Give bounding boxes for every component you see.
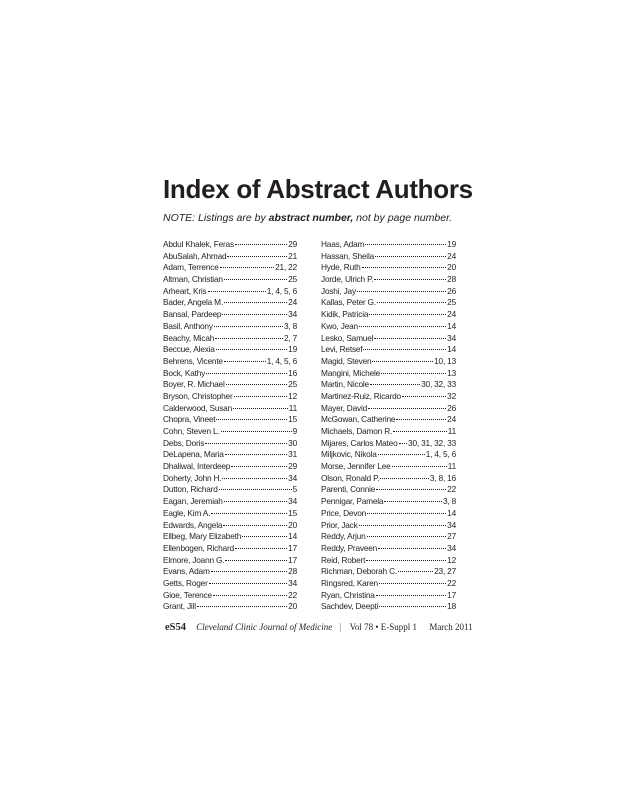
issue-date: March 2011 xyxy=(429,622,473,632)
dot-leader xyxy=(357,290,446,292)
abstract-numbers: 14 xyxy=(447,320,456,331)
abstract-numbers: 17 xyxy=(447,589,456,600)
dot-leader xyxy=(381,372,446,374)
index-entry xyxy=(163,368,297,380)
dot-leader xyxy=(399,442,408,444)
index-entry xyxy=(321,251,456,263)
abstract-numbers: 28 xyxy=(288,566,297,577)
index-entry xyxy=(163,321,297,333)
page-number: eS54 xyxy=(165,622,186,633)
author-name: Gioe, Terence xyxy=(163,589,212,600)
dot-leader xyxy=(208,290,266,292)
index-entry xyxy=(163,601,297,613)
index-entry xyxy=(321,566,456,578)
author-name: DeLapena, Maria xyxy=(163,449,224,460)
author-name: Cohn, Steven L. xyxy=(163,426,220,436)
author-name: Eagle, Kim A. xyxy=(163,507,211,518)
index-entry xyxy=(321,496,456,508)
dot-leader xyxy=(376,594,446,596)
abstract-numbers: 20 xyxy=(288,601,297,612)
index-entry xyxy=(321,391,456,403)
index-entry xyxy=(163,496,297,508)
author-name: Levi, Retsef xyxy=(321,344,363,355)
index-entry xyxy=(163,461,297,473)
author-name: Bock, Kathy xyxy=(163,367,206,378)
footer-divider xyxy=(340,623,341,632)
abstract-numbers: 34 xyxy=(288,309,297,320)
dot-leader xyxy=(402,395,446,397)
dot-leader xyxy=(234,395,288,397)
author-name: Calderwood, Susan xyxy=(163,402,233,413)
index-entry xyxy=(163,297,297,309)
note-suffix: not by page number. xyxy=(353,212,453,224)
abstract-numbers: 30, 32, 33 xyxy=(421,379,456,390)
dot-leader xyxy=(231,465,287,467)
dot-leader xyxy=(378,547,446,549)
index-entry xyxy=(321,274,456,286)
author-name: Hyde, Ruth xyxy=(321,262,361,273)
dot-leader xyxy=(362,266,447,268)
index-entry xyxy=(321,414,456,426)
index-entry xyxy=(321,555,456,567)
abstract-numbers: 24 xyxy=(447,250,456,261)
abstract-numbers: 24 xyxy=(288,297,297,308)
author-name: Beccue, Alexia xyxy=(163,344,215,355)
abstract-numbers: 34 xyxy=(447,332,456,343)
author-name: Elmore, Joann G. xyxy=(163,554,225,565)
index-entry xyxy=(163,391,297,403)
author-name: Lesko, Samuel xyxy=(321,332,374,343)
abstract-numbers: 17 xyxy=(288,542,297,553)
index-entry xyxy=(321,309,456,321)
abstract-numbers: 20 xyxy=(288,519,297,530)
index-entry xyxy=(321,484,456,496)
author-name: AbuSalah, Ahmad xyxy=(163,250,227,261)
author-name: Getts, Roger xyxy=(163,577,208,588)
author-name: Dutton, Richard xyxy=(163,484,218,495)
dot-leader xyxy=(225,453,288,455)
abstract-numbers: 20 xyxy=(447,262,456,273)
dot-leader xyxy=(392,465,447,467)
abstract-numbers: 15 xyxy=(288,414,297,425)
note-emphasis: abstract number, xyxy=(268,212,354,224)
index-entry xyxy=(163,520,297,532)
dot-leader xyxy=(375,255,446,257)
index-entry xyxy=(163,274,297,286)
dot-leader xyxy=(216,348,288,350)
abstract-numbers: 27 xyxy=(447,531,456,542)
index-entry xyxy=(163,555,297,567)
index-entry xyxy=(163,438,297,450)
author-name: Ringsred, Karen xyxy=(321,577,378,588)
author-name: Altman, Christian xyxy=(163,274,223,285)
index-entry xyxy=(321,344,456,356)
index-entry xyxy=(163,251,297,263)
dot-leader xyxy=(393,430,447,432)
index-entry xyxy=(163,473,297,485)
dot-leader xyxy=(224,500,287,502)
index-entry xyxy=(321,543,456,555)
index-entry xyxy=(321,508,456,520)
dot-leader xyxy=(233,407,288,409)
dot-leader xyxy=(359,524,447,526)
abstract-numbers: 5 xyxy=(292,484,297,495)
abstract-numbers: 3, 8 xyxy=(442,496,456,507)
index-entry xyxy=(163,239,297,251)
abstract-numbers: 34 xyxy=(447,519,456,530)
author-name: Kallas, Peter G. xyxy=(321,297,376,308)
dot-leader xyxy=(398,570,433,572)
abstract-numbers: 14 xyxy=(447,507,456,518)
author-name: Edwards, Angela xyxy=(163,519,223,530)
dot-leader xyxy=(363,348,446,350)
abstract-numbers: 14 xyxy=(447,344,456,355)
dot-leader xyxy=(224,278,287,280)
author-name: Prior, Jack xyxy=(321,519,358,530)
author-name: Sachdev, Deepti xyxy=(321,601,379,612)
index-entry xyxy=(321,531,456,543)
author-name: Martin, Nicole xyxy=(321,379,369,390)
abstract-numbers: 11 xyxy=(447,461,456,472)
index-entry xyxy=(163,356,297,368)
author-name: Morse, Jennifer Lee xyxy=(321,461,391,472)
dot-leader xyxy=(209,582,288,584)
page-footer xyxy=(165,622,473,633)
author-name: Parenti, Connie xyxy=(321,484,376,495)
author-index-right-column xyxy=(321,239,456,613)
author-name: Bansal, Pardeep xyxy=(163,309,222,320)
author-name: Abdul Khalek, Feras xyxy=(163,239,234,249)
author-name: Olson, Ronald P. xyxy=(321,472,380,483)
dot-leader xyxy=(213,594,287,596)
abstract-numbers: 19 xyxy=(447,239,456,249)
abstract-numbers: 1, 4, 5, 6 xyxy=(266,355,297,366)
author-name: Ellenbogen, Richard xyxy=(163,542,234,553)
abstract-numbers: 29 xyxy=(288,239,297,249)
index-entry xyxy=(321,239,456,251)
abstract-numbers: 22 xyxy=(288,589,297,600)
abstract-numbers: 17 xyxy=(288,554,297,565)
abstract-numbers: 26 xyxy=(447,402,456,413)
abstract-numbers: 22 xyxy=(447,577,456,588)
index-entry xyxy=(163,543,297,555)
abstract-numbers: 21, 22 xyxy=(275,262,297,273)
dot-leader xyxy=(224,360,266,362)
author-name: Bader, Angela M. xyxy=(163,297,223,308)
abstract-numbers: 25 xyxy=(288,379,297,390)
index-entry xyxy=(321,297,456,309)
dot-leader xyxy=(216,418,287,420)
author-name: Hassan, Sheila xyxy=(321,250,375,261)
dot-leader xyxy=(396,418,446,420)
author-name: Kwo, Jean xyxy=(321,320,358,331)
abstract-numbers: 18 xyxy=(447,601,456,612)
index-entry xyxy=(163,333,297,345)
dot-leader xyxy=(367,512,446,514)
index-entry xyxy=(163,414,297,426)
author-name: Evans, Adam xyxy=(163,566,210,577)
author-name: Joshi, Jay xyxy=(321,285,356,296)
abstract-numbers: 3, 8, 16 xyxy=(429,472,456,483)
dot-leader xyxy=(197,605,287,607)
author-name: Bryson, Christopher xyxy=(163,390,233,401)
dot-leader xyxy=(235,243,287,245)
dot-leader xyxy=(235,547,287,549)
index-entry xyxy=(163,566,297,578)
index-entry xyxy=(163,484,297,496)
dot-leader xyxy=(225,559,287,561)
author-name: Pennigar, Pamela xyxy=(321,496,384,507)
index-entry xyxy=(163,531,297,543)
dot-leader xyxy=(370,383,420,385)
author-name: Magid, Steven xyxy=(321,355,372,366)
abstract-numbers: 26 xyxy=(447,285,456,296)
author-name: Behrens, Vicente xyxy=(163,355,223,366)
index-entry xyxy=(321,601,456,613)
index-entry xyxy=(321,403,456,415)
dot-leader xyxy=(222,313,287,315)
author-name: Debs, Doris xyxy=(163,437,205,448)
index-entry xyxy=(163,578,297,590)
index-entry xyxy=(163,379,297,391)
abstract-numbers: 25 xyxy=(288,274,297,285)
dot-leader xyxy=(226,383,288,385)
author-name: Reddy, Arjun xyxy=(321,531,366,542)
abstract-numbers: 24 xyxy=(447,414,456,425)
dot-leader xyxy=(379,605,446,607)
dot-leader xyxy=(359,325,446,327)
dot-leader xyxy=(224,301,287,303)
dot-leader xyxy=(222,477,287,479)
index-entry xyxy=(321,438,456,450)
dot-leader xyxy=(384,500,442,502)
abstract-numbers: 10, 13 xyxy=(434,355,456,366)
author-name: Doherty, John H. xyxy=(163,472,222,483)
dot-leader xyxy=(206,372,287,374)
author-name: Reddy, Praveen xyxy=(321,542,378,553)
dot-leader xyxy=(219,488,292,490)
dot-leader xyxy=(227,255,287,257)
abstract-numbers: 24 xyxy=(447,309,456,320)
author-name: Miljkovic, Nikola xyxy=(321,449,377,460)
dot-leader xyxy=(377,301,446,303)
abstract-numbers: 16 xyxy=(288,367,297,378)
author-name: McGowan, Catherine xyxy=(321,414,396,425)
author-name: Mayer, David xyxy=(321,402,368,413)
index-entry xyxy=(321,461,456,473)
dot-leader xyxy=(374,278,446,280)
author-name: Basil, Anthony xyxy=(163,320,213,331)
dot-leader xyxy=(220,266,275,268)
index-entry xyxy=(321,333,456,345)
index-entry xyxy=(321,321,456,333)
abstract-numbers: 30 xyxy=(288,437,297,448)
journal-name: Cleveland Clinic Journal of Medicine xyxy=(196,622,333,632)
abstract-numbers: 11 xyxy=(447,426,456,436)
abstract-numbers: 28 xyxy=(447,274,456,285)
dot-leader xyxy=(365,243,446,245)
abstract-numbers: 25 xyxy=(447,297,456,308)
index-entry xyxy=(321,356,456,368)
author-index-left-column xyxy=(163,239,297,613)
index-entry xyxy=(321,262,456,274)
index-entry xyxy=(163,590,297,602)
author-name: Richman, Deborah C. xyxy=(321,566,397,577)
index-entry xyxy=(163,309,297,321)
dot-leader xyxy=(205,442,287,444)
dot-leader xyxy=(376,488,446,490)
dot-leader xyxy=(374,337,446,339)
abstract-numbers: 13 xyxy=(447,367,456,378)
index-entry xyxy=(163,262,297,274)
author-name: Kidik, Patricia xyxy=(321,309,369,320)
abstract-numbers: 34 xyxy=(288,496,297,507)
author-name: Boyer, R. Michael xyxy=(163,379,225,390)
author-name: Eagan, Jeremiah xyxy=(163,496,223,507)
author-name: Grant, Jill xyxy=(163,601,196,612)
dot-leader xyxy=(242,535,287,537)
index-entry xyxy=(321,426,456,438)
abstract-numbers: 12 xyxy=(288,390,297,401)
author-name: Mangini, Michele xyxy=(321,367,381,378)
index-entry xyxy=(163,449,297,461)
author-name: Michaels, Damon R. xyxy=(321,426,393,436)
author-name: Ellbeg, Mary Elizabeth xyxy=(163,531,242,542)
abstract-numbers: 34 xyxy=(288,577,297,588)
abstract-numbers: 9 xyxy=(292,426,297,436)
author-name: Dhaliwal, Interdeep xyxy=(163,461,231,472)
dot-leader xyxy=(368,407,446,409)
index-entry xyxy=(321,520,456,532)
dot-leader xyxy=(380,477,428,479)
listing-note xyxy=(163,212,452,224)
dot-leader xyxy=(372,360,433,362)
author-name: Arheart, Kris xyxy=(163,285,207,296)
abstract-numbers: 3, 8 xyxy=(283,320,297,331)
abstract-numbers: 34 xyxy=(288,472,297,483)
dot-leader xyxy=(211,570,287,572)
abstract-numbers: 30, 31, 32, 33 xyxy=(408,437,456,448)
abstract-numbers: 32 xyxy=(447,390,456,401)
abstract-numbers: 15 xyxy=(288,507,297,518)
index-entry xyxy=(321,379,456,391)
author-name: Jorde, Ulrich P. xyxy=(321,274,374,285)
volume-info: Vol 78 • E-Suppl 1 xyxy=(349,622,418,632)
dot-leader xyxy=(211,512,287,514)
index-entry xyxy=(321,368,456,380)
author-name: Price, Devon xyxy=(321,507,367,518)
page-title: Index of Abstract Authors xyxy=(163,174,473,204)
dot-leader xyxy=(379,582,446,584)
index-entry xyxy=(163,344,297,356)
index-entry xyxy=(321,449,456,461)
dot-leader xyxy=(214,325,283,327)
abstract-numbers: 1, 4, 5, 6 xyxy=(425,449,456,460)
dot-leader xyxy=(369,313,446,315)
author-name: Reid, Robert xyxy=(321,554,366,565)
abstract-numbers: 11 xyxy=(288,402,297,413)
dot-leader xyxy=(378,453,425,455)
abstract-numbers: 21 xyxy=(288,250,297,261)
author-name: Adam, Terrence xyxy=(163,262,219,273)
abstract-numbers: 2, 7 xyxy=(283,332,297,343)
dot-leader xyxy=(215,337,283,339)
index-entry xyxy=(321,578,456,590)
note-prefix: NOTE: Listings are by xyxy=(163,212,269,224)
abstract-numbers: 1, 4, 5, 6 xyxy=(266,285,297,296)
index-entry xyxy=(163,426,297,438)
index-entry xyxy=(163,403,297,415)
abstract-numbers: 22 xyxy=(447,484,456,495)
abstract-numbers: 34 xyxy=(447,542,456,553)
index-entry xyxy=(321,286,456,298)
abstract-numbers: 29 xyxy=(288,461,297,472)
index-entry xyxy=(321,590,456,602)
author-name: Ryan, Christina xyxy=(321,589,375,600)
abstract-numbers: 12 xyxy=(447,554,456,565)
abstract-numbers: 31 xyxy=(288,449,297,460)
author-name: Chopra, Vineet xyxy=(163,414,216,425)
abstract-numbers: 14 xyxy=(288,531,297,542)
index-entry xyxy=(163,508,297,520)
abstract-numbers: 23, 27 xyxy=(434,566,456,577)
index-entry xyxy=(321,473,456,485)
author-name: Mijares, Carlos Mateo xyxy=(321,437,398,448)
dot-leader xyxy=(221,430,292,432)
index-entry xyxy=(163,286,297,298)
dot-leader xyxy=(223,524,287,526)
author-name: Beachy, Micah xyxy=(163,332,215,343)
dot-leader xyxy=(367,535,447,537)
abstract-numbers: 19 xyxy=(288,344,297,355)
dot-leader xyxy=(366,559,446,561)
author-name: Haas, Adam xyxy=(321,239,365,249)
author-name: Martinez-Ruiz, Ricardo xyxy=(321,390,401,401)
